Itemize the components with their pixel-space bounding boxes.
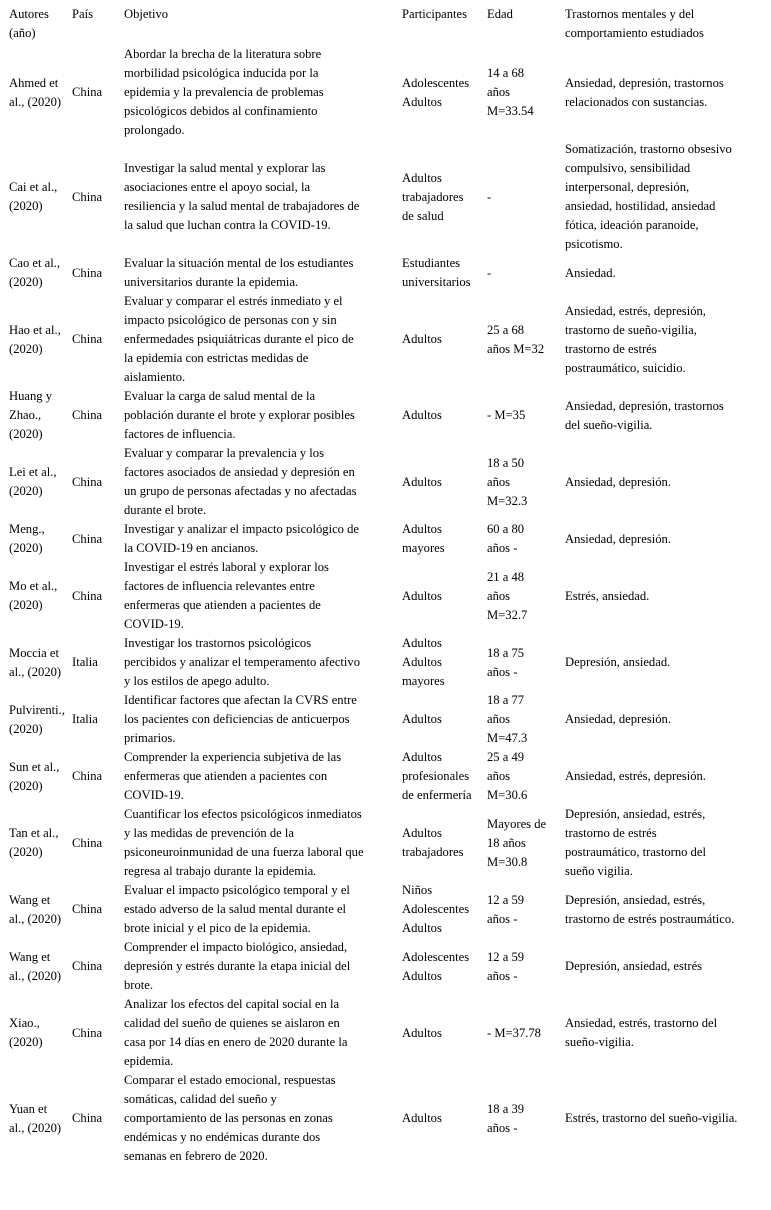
table-row <box>0 558 771 634</box>
cell-objetivo: Evaluar y comparar el estrés inmediato y el impacto psicológico de personas con y sin enfermedades psiquiátricas durante el pico de la epidemia con estrictas medidas de aislamiento. <box>124 294 354 384</box>
cell-edad: 18 a 50 años M=32.3 <box>487 455 528 508</box>
cell-edad: 18 a 39 años - <box>487 1101 525 1135</box>
header-trastornos: Trastornos mentales y del comportamiento estudiados <box>565 7 704 40</box>
cell-trastornos: Estrés, ansiedad. <box>565 588 650 603</box>
table-row <box>0 995 771 1071</box>
cell-participantes: Adultos <box>402 588 442 603</box>
table-row <box>0 45 771 140</box>
cell-trastornos: Depresión, ansiedad, estrés <box>565 959 703 973</box>
cell-pais: China <box>72 531 103 546</box>
table-row <box>0 140 771 254</box>
cell-objetivo: Comprender el impacto biológico, ansiedad, depresión y estrés durante la etapa inicial del brote. <box>124 940 351 992</box>
cell-edad: - M=35 <box>487 408 526 422</box>
cell-objetivo: Investigar y analizar el impacto psicológico de la COVID-19 en ancianos. <box>124 522 359 555</box>
header-objetivo: Objetivo <box>124 7 169 21</box>
table-row <box>0 938 771 995</box>
table-row <box>0 444 771 520</box>
cell-autores: Ahmed et al., (2020) <box>9 75 62 109</box>
cell-pais: China <box>72 1025 103 1040</box>
cell-pais: Italia <box>72 655 98 669</box>
header-participantes: Participantes <box>402 7 468 21</box>
cell-edad: - <box>487 189 492 204</box>
cell-trastornos: Ansiedad, estrés, depresión, trastorno de sueño-vigilia, trastorno de estrés postraumático, suicidio. <box>565 303 706 375</box>
cell-objetivo: Comprender la experiencia subjetiva de las enfermeras que atienden a pacientes con COVID-19. <box>124 750 342 802</box>
header-pais: País <box>72 7 93 21</box>
table-body <box>0 45 771 1166</box>
cell-participantes: Estudiantes universitarios <box>402 256 471 289</box>
cell-autores: Pulvirenti., (2020) <box>9 702 65 736</box>
cell-participantes: Niños Adolescentes Adultos <box>402 883 470 935</box>
cell-autores: Moccia et al., (2020) <box>9 645 62 679</box>
cell-edad: - <box>487 265 492 280</box>
cell-participantes: Adultos <box>402 1025 442 1040</box>
cell-pais: China <box>72 902 103 916</box>
cell-pais: Italia <box>72 712 98 726</box>
cell-participantes: Adultos <box>402 1111 442 1125</box>
cell-trastornos: Estrés, trastorno del sueño-vigilia. <box>565 1111 738 1125</box>
cell-edad: Mayores de 18 años M=30.8 <box>487 816 547 869</box>
table-row <box>0 881 771 938</box>
cell-participantes: Adultos profesionales de enfermería <box>402 750 472 802</box>
cell-edad: 21 a 48 años M=32.7 <box>487 569 528 622</box>
cell-trastornos: Depresión, ansiedad, estrés, trastorno de estrés postraumático, trastorno del sueño vigilia. <box>565 807 706 878</box>
cell-edad: 12 a 59 años - <box>487 892 525 926</box>
cell-pais: China <box>72 835 103 850</box>
cell-autores: Cao et al., (2020) <box>9 256 61 289</box>
cell-edad: 60 a 80 años - <box>487 522 525 555</box>
cell-autores: Meng., (2020) <box>9 522 45 555</box>
cell-edad: 18 a 75 años - <box>487 645 525 679</box>
studies-table <box>0 5 771 1166</box>
cell-objetivo: Comparar el estado emocional, respuestas somáticas, calidad del sueño y comportamiento de las personas en zonas endémicas y no endémicas durante dos semanas en febrero de 2020. <box>124 1073 336 1163</box>
cell-edad: 14 a 68 años M=33.54 <box>487 66 534 118</box>
cell-objetivo: Investigar el estrés laboral y explorar los factores de influencia relevantes entre enfermeras que atienden a pacientes de COVID-19. <box>124 560 329 631</box>
cell-autores: Wang et al., (2020) <box>9 892 62 926</box>
table-row <box>0 748 771 805</box>
cell-objetivo: Analizar los efectos del capital social en la calidad del sueño de quienes se aislaron en casa por 14 días en enero de 2020 durante la epidemia. <box>124 997 348 1068</box>
cell-participantes: Adultos <box>402 408 442 422</box>
cell-autores: Tan et al., (2020) <box>9 826 59 859</box>
cell-trastornos: Ansiedad, estrés, trastorno del sueño-vigilia. <box>565 1016 718 1049</box>
cell-trastornos: Somatización, trastorno obsesivo compulsivo, sensibilidad interpersonal, depresión, ansiedad, hostilidad, ansiedad fótica, ideación paranoide, psicotismo. <box>565 142 732 251</box>
cell-objetivo: Cuantificar los efectos psicológicos inmediatos y las medidas de prevención de la psiconeuroinmunidad de una fuerza laboral que regresa al trabajo durante la epidemia. <box>124 807 364 878</box>
cell-participantes: Adultos trabajadores de salud <box>402 170 464 223</box>
cell-edad: 25 a 68 años M=32 <box>487 322 545 356</box>
table-row <box>0 292 771 387</box>
cell-participantes: Adolescentes Adultos <box>402 949 470 983</box>
cell-pais: China <box>72 1111 103 1125</box>
cell-autores: Xiao., (2020) <box>9 1016 43 1049</box>
cell-pais: China <box>72 265 103 280</box>
table-row <box>0 805 771 881</box>
cell-trastornos: Ansiedad, depresión, trastornos del sueño-vigilia. <box>565 398 724 432</box>
header-row <box>0 5 771 45</box>
cell-autores: Mo et al., (2020) <box>9 579 58 612</box>
cell-autores: Huang y Zhao., (2020) <box>9 389 53 441</box>
cell-objetivo: Evaluar la situación mental de los estudiantes universitarios durante la epidemia. <box>124 256 354 289</box>
cell-autores: Wang et al., (2020) <box>9 949 62 983</box>
cell-pais: China <box>72 959 103 973</box>
cell-trastornos: Ansiedad. <box>565 265 616 280</box>
cell-participantes: Adultos Adultos mayores <box>402 636 445 688</box>
cell-edad: - M=37.78 <box>487 1025 541 1040</box>
cell-pais: China <box>72 474 103 489</box>
cell-objetivo: Evaluar y comparar la prevalencia y los factores asociados de ansiedad y depresión en un grupo de personas afectadas y no afectadas durante el brote. <box>124 446 357 517</box>
cell-pais: China <box>72 408 103 422</box>
cell-objetivo: Investigar los trastornos psicológicos percibidos y analizar el temperamento afectivo y los estilos de apego adulto. <box>124 636 361 688</box>
cell-edad: 18 a 77 años M=47.3 <box>487 693 528 745</box>
cell-trastornos: Ansiedad, estrés, depresión. <box>565 769 706 783</box>
cell-participantes: Adultos <box>402 474 442 489</box>
cell-autores: Lei et al., (2020) <box>9 465 57 498</box>
table-row <box>0 634 771 691</box>
cell-trastornos: Ansiedad, depresión. <box>565 531 671 546</box>
table-row <box>0 387 771 444</box>
cell-participantes: Adultos <box>402 712 442 726</box>
table-row <box>0 1071 771 1166</box>
cell-participantes: Adultos <box>402 332 442 346</box>
cell-pais: China <box>72 189 103 204</box>
cell-objetivo: Identificar factores que afectan la CVRS entre los pacientes con deficiencias de anticuerpos primarios. <box>124 693 357 745</box>
table-header <box>0 5 771 45</box>
cell-pais: China <box>72 588 103 603</box>
cell-participantes: Adultos trabajadores <box>402 826 464 859</box>
cell-objetivo: Evaluar el impacto psicológico temporal y el estado adverso de la salud mental durante el brote inicial y el pico de la epidemia. <box>124 883 350 935</box>
cell-objetivo: Investigar la salud mental y explorar las asociaciones entre el apoyo social, la resiliencia y la salud mental de trabajadores de la salud que luchan contra la COVID-19. <box>124 161 360 232</box>
cell-autores: Cai et al., (2020) <box>9 180 58 213</box>
cell-trastornos: Ansiedad, depresión, trastornos relacionados con sustancias. <box>565 75 724 109</box>
table-row <box>0 520 771 558</box>
cell-trastornos: Ansiedad, depresión. <box>565 474 671 489</box>
cell-trastornos: Depresión, ansiedad, estrés, trastorno de estrés postraumático. <box>565 892 735 926</box>
cell-objetivo: Evaluar la carga de salud mental de la población durante el brote y explorar posibles factores de influencia. <box>124 389 355 441</box>
header-edad: Edad <box>487 7 513 21</box>
cell-participantes: Adolescentes Adultos <box>402 75 470 109</box>
cell-edad: 25 a 49 años M=30.6 <box>487 750 528 802</box>
table-row <box>0 691 771 748</box>
cell-pais: China <box>72 332 103 346</box>
cell-pais: China <box>72 769 103 783</box>
cell-autores: Hao et al., (2020) <box>9 322 61 356</box>
table-row <box>0 254 771 292</box>
header-autores: Autores (año) <box>9 7 49 40</box>
cell-pais: China <box>72 85 103 99</box>
cell-trastornos: Ansiedad, depresión. <box>565 712 671 726</box>
cell-edad: 12 a 59 años - <box>487 949 525 983</box>
cell-autores: Sun et al., (2020) <box>9 759 60 793</box>
cell-participantes: Adultos mayores <box>402 522 445 555</box>
cell-autores: Yuan et al., (2020) <box>9 1101 62 1135</box>
cell-objetivo: Abordar la brecha de la literatura sobre morbilidad psicológica inducida por la epidemia y la prevalencia de problemas psicológicos debidos al confinamiento prolongado. <box>124 47 324 137</box>
cell-trastornos: Depresión, ansiedad. <box>565 655 671 669</box>
